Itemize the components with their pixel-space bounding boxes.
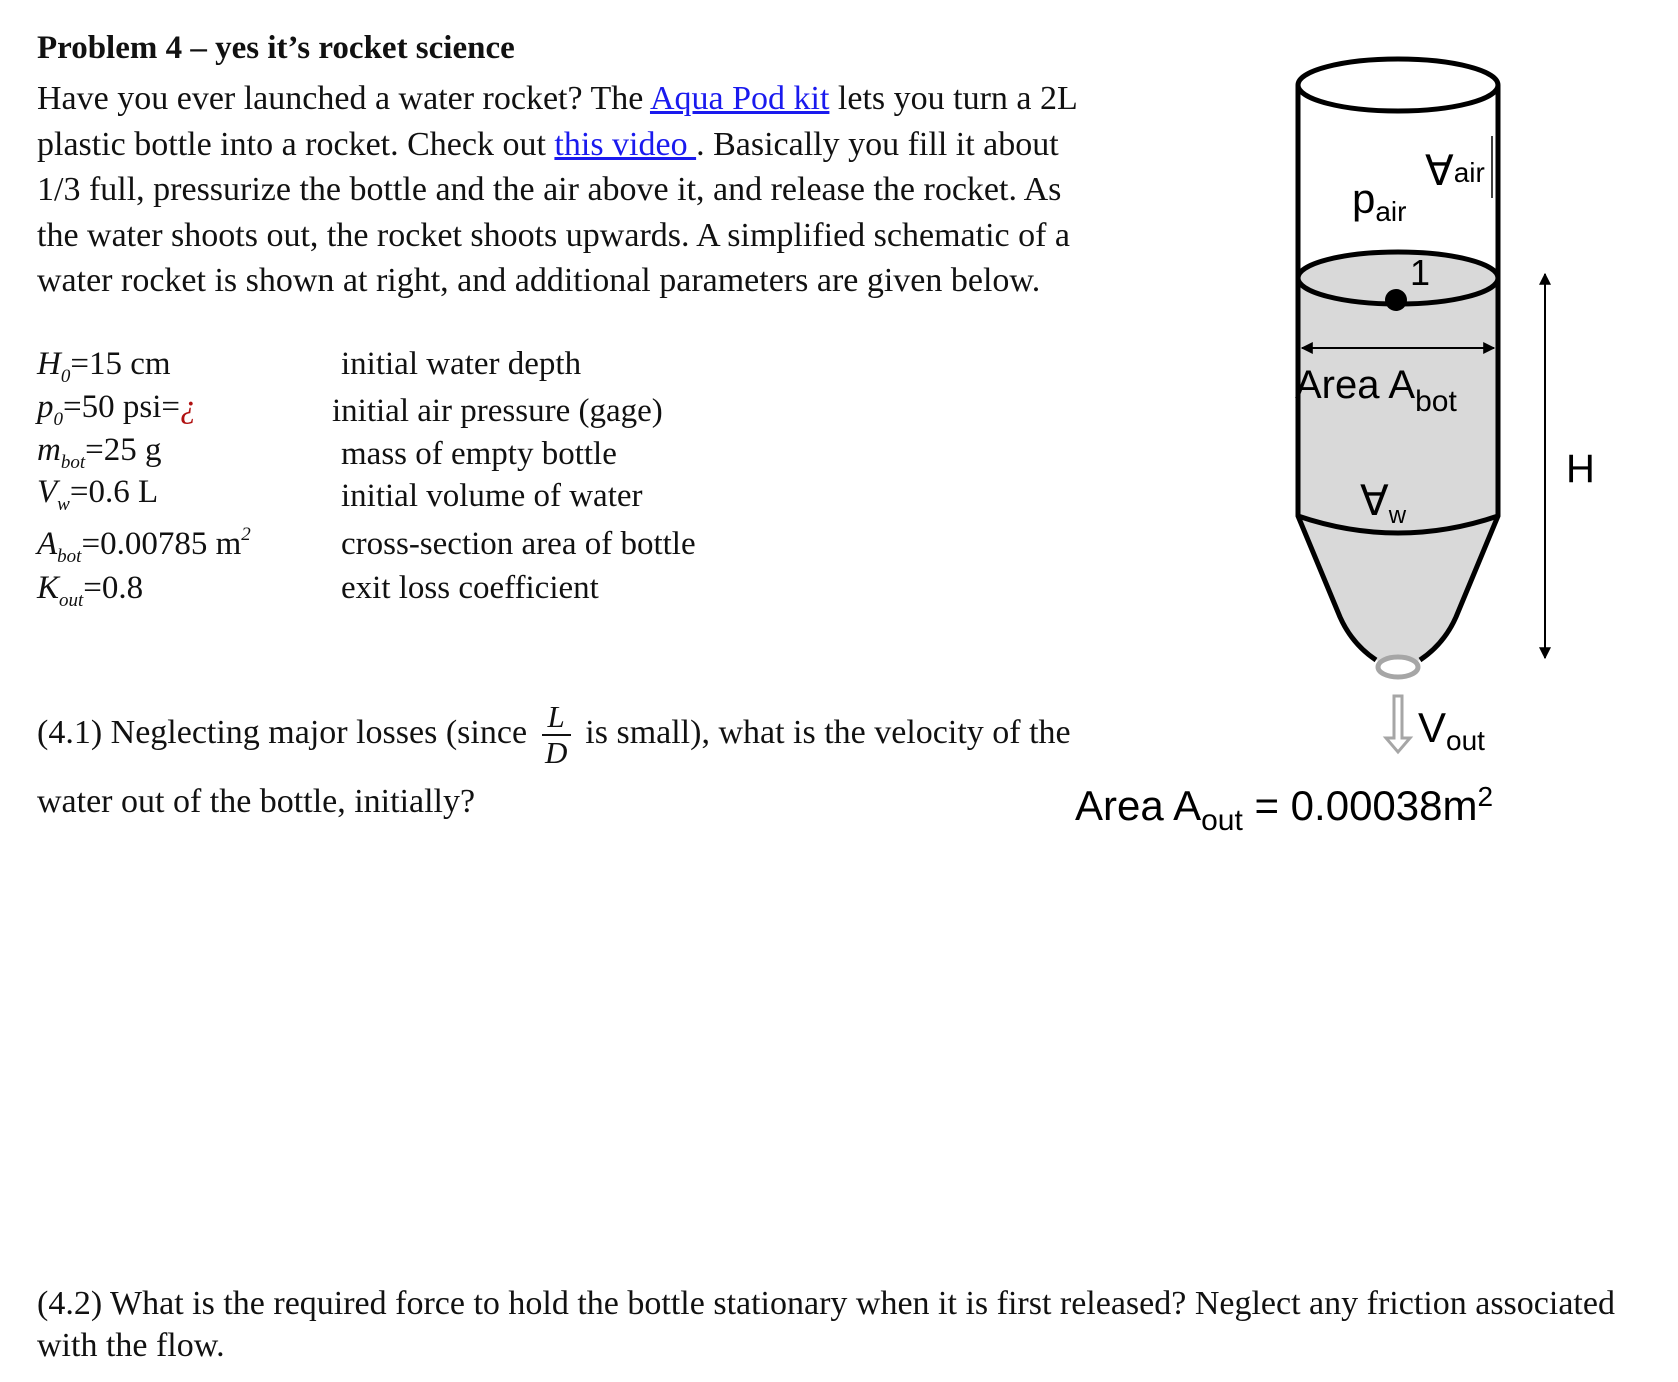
q1-text-after: is small), what is the velocity of the water out of the bottle, initially? <box>37 713 1071 820</box>
param-description: initial volume of water <box>341 478 643 514</box>
point-1-marker <box>1385 289 1407 311</box>
param-description: initial air pressure (gage) <box>332 393 663 429</box>
area-bot-label: Area $A_{bot}$ <box>1295 363 1457 418</box>
intro-text-2: lets you turn a 2L plastic bottle into a rocket. Check out <box>37 80 1077 163</box>
param-symbol: $V_w=0.6$ L <box>37 474 159 515</box>
volume-water-label: ∀w <box>1360 477 1407 529</box>
point-1-label: 1 <box>1410 252 1431 293</box>
question-4-2: (4.2) What is the required force to hold the bottle stationary when it is first released? Neglect any friction associated with the flow. <box>37 1285 1615 1364</box>
water-region <box>1298 278 1498 668</box>
param-description: cross-section area of bottle <box>341 526 696 562</box>
nozzle <box>1378 657 1418 677</box>
bottle-top-rim <box>1298 59 1498 111</box>
param-symbol: $H_0=15$ cm <box>37 346 171 387</box>
param-symbol: $p_0=50$ psi=¿ <box>37 389 197 430</box>
param-symbol: $K_{out}=0.8$ <box>37 570 144 611</box>
water-rocket-diagram <box>1075 30 1660 870</box>
param-description: exit loss coefficient <box>341 570 599 606</box>
aqua-pod-kit-link[interactable]: Aqua Pod kit <box>649 80 830 117</box>
intro-text-3: . Basically you fill it about 1/3 full, pressurize the bottle and the air above it, and release the rocket. As the water shoots out, the rocket shoots upwards. A simplified schematic of a water rocket is shown at right, and additional parameters are given below. <box>37 125 1071 299</box>
volume-air-label: ∀air <box>1425 147 1485 194</box>
height-label: H <box>1566 447 1595 491</box>
velocity-out-label: Vout <box>1418 704 1485 756</box>
param-description: initial water depth <box>341 346 582 382</box>
question-4-1 <box>37 700 1097 834</box>
param-symbol: $m_{bot}=25$ g <box>37 432 162 473</box>
video-link[interactable]: this video <box>554 125 697 163</box>
q1-text-before: (4.1) Neglecting major losses (since <box>37 713 536 751</box>
problem-title: Problem 4 – yes it’s rocket science <box>37 30 515 66</box>
outflow-arrow <box>1386 696 1410 752</box>
intro-text-1: Have you ever launched a water rocket? The <box>37 80 650 117</box>
pressure-air-label: pair <box>1352 175 1407 227</box>
area-out-label: Area $A_{out} = 0.00038m^2$ <box>1075 781 1494 837</box>
param-symbol: $A_{bot}=0.00785$ $m^2$ <box>37 524 251 567</box>
l-over-d-fraction: $\frac{L}{D}$ <box>542 700 571 770</box>
problem-intro <box>37 76 1087 304</box>
param-description: mass of empty bottle <box>341 436 617 472</box>
